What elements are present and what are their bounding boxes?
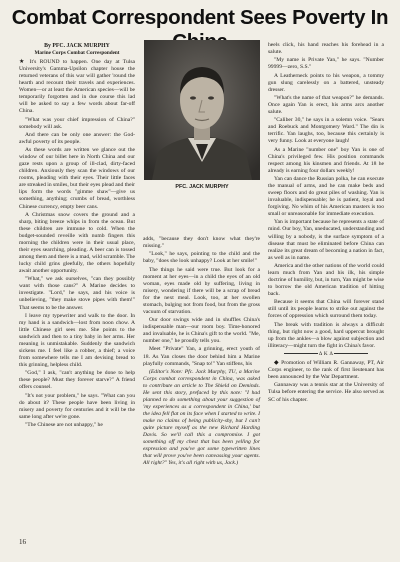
paragraph: "What," we ask ourselves, "can they possibly want with those cans?" A Marine decides to investigate. "Lord," he says, and his voice is unbelieving, "they make stove pipes with them!" That seems to be the answer. [19, 276, 135, 311]
section-divider [268, 351, 384, 358]
divider-mark: Δ K Δ [318, 351, 333, 358]
byline: By PFC. JACK MURPHY [44, 43, 110, 49]
paragraph: "My name is Private Yan," he says. "Number 99999—zero, S.S." [268, 57, 384, 71]
byline-role: Marine Corps Combat Correspondent [34, 50, 120, 56]
paragraph: "What's the name of that weapon?" he demands. Once again Yan is erect, his arms arcs another salute. [268, 94, 384, 115]
photo-caption: PFC. JACK MURPHY [175, 184, 229, 190]
paragraph: "Caliber 30," he says in a solemn voice. "Sears and Roebuck and Montgomery Ward." The din is terrific. Yan laughs, too, because this certainly is very funny. Look at everyone laugh! [268, 117, 384, 145]
paragraph: Our door swings wide and in shuffles China's indispensable man—our room boy. Time-honored and invaluable, he is China's gift to the world. "Me, number one," he proudly tells you. [143, 317, 260, 345]
headline: Combat Correspondent Sees Poverty In [11, 6, 389, 29]
column-left [19, 42, 135, 430]
paragraph: And there can be only one answer: the God-awful poverty of its people. [19, 131, 135, 145]
column-middle [143, 236, 260, 469]
editors-note: (Editor's Note: Pfc. Jack Murphy, TU, a Marine Corps combat correspondent in China, was asked to contribute an article to The Shield on Deminds. He sent this story, prefaced by this note: "I had planned to do something about your suggestion of 'my experiences as a correspondent in China,' but the idea fell flat on its face when I started to write. I make no claims of being publicity-shy, but I can't quite picture myself as the new Richard Harding Davis. So we'll call this a compromise. I got something off my chest that has been yelling for expression and you've got some typewritten lines that will prove you've been canvassing your agents. All right?" Yes, it's all right with us, Jack.) [143, 368, 260, 467]
paragraph: adds, "because they don't know what they're missing." [143, 236, 260, 250]
paragraph: A Leatherneck points to his weapon, a tommy gun slung carelessly on a battered, unsteady dresser. [268, 72, 384, 93]
column-right [268, 42, 384, 405]
paragraph: A Christmas snow covers the ground and a sharp, biting breeze whips in from the ocean. But these children are immune to cold. When the budget-sounded reveille with numb fingers this morning the children were in their usual place, their eyes searching, pleading. A beer can is tossed among them and there is a mad, wild scramble. The lucky child grins gleefully, the others hopefully await another opportunity. [19, 211, 135, 275]
paragraph: heels click, his hand reaches his forehead in a salute. [268, 42, 384, 56]
promotion-paragraph: ◆ Promotion of William R. Gannaway, PT, Air Corps engineer, to the rank of first lieutenant has been announced by the War Department. [268, 360, 384, 381]
paragraph: Yan is important because he represents a state of mind. Our boy, Yan, uneducated, understanding and willing by a nobody, is the surface symptom of a disease that must be eliminated before China can realize its great dream of becoming a nation in fact, as well as in name. [268, 219, 384, 261]
paragraph: "God," I ask, "can't anything be done to help these people? Must they forever starve?" A friend offers counsel. [19, 370, 135, 391]
paragraph: Gannaway was a tennis star at the University of Tulsa before entering the service. He also served as SC of his chapter. [268, 382, 384, 403]
paragraph: Yan can dance the Russian polka, he can execute the manual of arms, and he can make beds and sweep floors and do great piles of washing. Yan is invaluable, indispensable; he is patient, loyal and forgiving. No whim of his American masters is too small or unreasonable for immediate execution. [268, 175, 384, 218]
lead-paragraph: ★ It's ROUND to happen. One day at Tulsa University's Gamma-Upsilon chapter house the returned veterans of this war will gather 'round the hearth and recount their travels and experiences. Women—or at least the American species—will be temporarily forgotten and in due course this lad will be asked to say a few words about far-off China. [19, 59, 135, 115]
paragraph: Because it seems that China will forever stand still until its people learns to strike out against the forces of oppression which surround them today. [268, 299, 384, 320]
paragraph: I leave my typewriter and walk to the door. In my hand is a sandwich—lost from noon chow. A little Chinese girl sees me. She points to the sandwich and then to a tiny baby in her arms. Her meaning is unmistakable. Suddenly the sandwich sickens me. I feel like a robber, a thief; a voice from somewhere tells me I am devising bread to this grinning, helpless child. [19, 312, 135, 369]
paragraph: As a Marine "number one" boy Yan is one of China's privileged few. His position commands respect among his kinsmen and friends. At 18 he already is earning four dollars weekly! [268, 146, 384, 174]
paragraph: As these words are written we glance out the window of our billet here in North China and our gaze rests upon a group of ill-clad, dirty-faced children. Anxiously they scan the windows of our rooms, pleading with their eyes. Their little faces are streaked in smiles, but their eyes plead and their lips form the words "gimme shaw"—give us something, anything; crumbs of bread, worthless Chinese currency, empty beer cans. [19, 147, 135, 210]
page-number: 16 [19, 538, 26, 546]
paragraph: "It's not your problem," he says. "What can you do about it? These people have been living in misery and poverty for centuries and it will be the same long after we're gone. [19, 392, 135, 420]
paragraph: "What was your chief impression of China?" somebody will ask. [19, 116, 135, 130]
star-icon: ★ [19, 59, 27, 65]
portrait-photo [144, 40, 260, 180]
paragraph: Meet "Private" Yan, a grinning, erect youth of 18. As Yan closes the door behind him a Marine playfully commands, "Snap to!" Yan stiffens, his [143, 346, 260, 367]
paragraph: "Look," he says, pointing to the child and the baby, "does she look unhappy? Look at her smile!" [143, 251, 260, 265]
diamond-icon: ◆ [274, 360, 280, 367]
paragraph: "The Chinese are not unhappy," he [25, 422, 103, 429]
paragraph: The things he said were true. But look for a moment at her eyes—in a child the eyes of an old woman, eyes made old by suffering, living in misery, wondering if there will be a scrap of bread for the next meal. Look, too, at her swollen stomach, bulging not from food, but from the gross vacuum of starvation. [143, 266, 260, 315]
paragraph: America and the other nations of the world could learn much from Yan and his ilk, his simple doctrine of humility, but, in turn, Yan might be wise to borrow the old American tradition of hitting back. [268, 262, 385, 298]
paragraph: The break with tradition is always a difficult thing, but right now a good, hard uppercut brought up from the ankles—a blow against subjection and illiteracy—might turn the fight in China's favor. [268, 321, 384, 349]
